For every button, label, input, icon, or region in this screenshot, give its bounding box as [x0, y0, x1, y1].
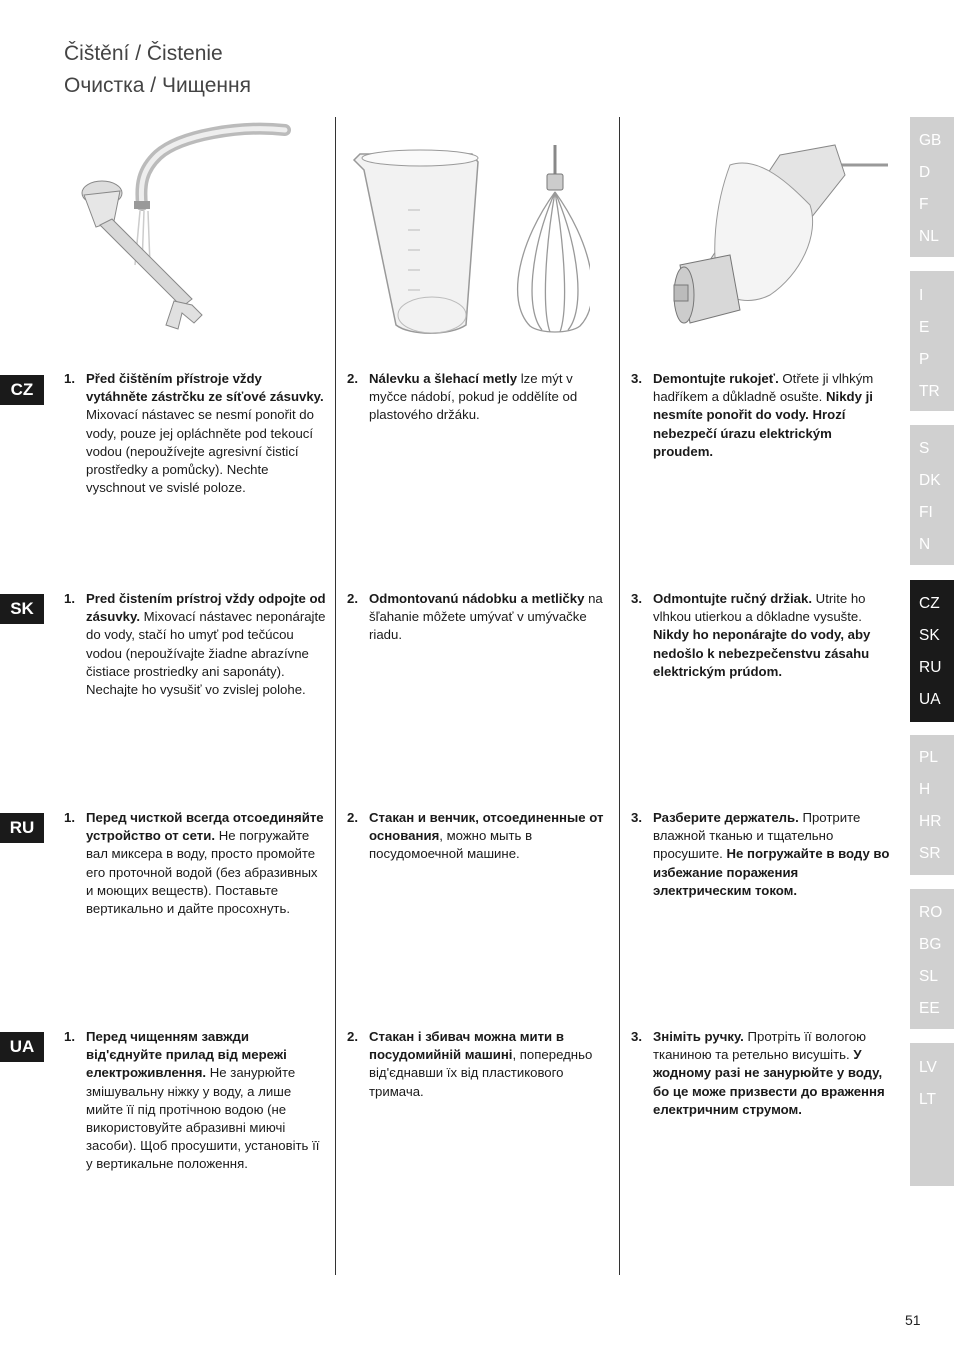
step-bold: Стакан и венчик, отсоединенные от основания [369, 810, 604, 844]
lang-tab-s[interactable]: S [919, 440, 930, 457]
step-ua-1 [64, 1028, 326, 1174]
step-text: Otřete ji vlhkým hadříkem a důkladně osušte. [653, 371, 874, 405]
step-number: 2. [347, 371, 358, 386]
step-text: , попередньо від'єднавши їх від пластикового тримача. [369, 1047, 593, 1099]
step-number: 3. [631, 371, 642, 386]
lang-tab-group-3[interactable] [910, 425, 954, 565]
lang-tab-d[interactable]: D [919, 164, 931, 181]
step-ua-3 [631, 1028, 893, 1119]
step-number: 1. [64, 810, 75, 825]
step-warning: Nikdy ji nesmíte ponořit do vody. Hrozí nebezpečí úrazu elektrickým proudem. [653, 389, 873, 459]
lang-box-ua: UA [0, 1032, 44, 1062]
step-bold: Před čištěním přístroje vždy vytáhněte zástrčku ze síťové zásuvky. [86, 371, 324, 405]
step-ru-3 [631, 809, 893, 900]
step-bold: Pred čistením prístroj vždy odpojte od zásuvky. [86, 591, 326, 625]
step-cz-1 [64, 370, 326, 497]
step-bold: Стакан і збивач можна мити в посудомийній машині [369, 1029, 564, 1063]
lang-tab-lt[interactable]: LT [919, 1091, 936, 1108]
step-number: 1. [64, 591, 75, 606]
lang-tab-ru[interactable]: RU [919, 659, 942, 676]
step-text: na šľahanie môžete umývať v umývačke riadu. [369, 591, 603, 643]
lang-tab-n[interactable]: N [919, 536, 931, 553]
lang-tab-group-2[interactable] [910, 271, 954, 411]
lang-tab-ua[interactable]: UA [919, 691, 941, 708]
lang-tab-ee[interactable]: EE [919, 1000, 940, 1017]
step-sk-2 [347, 590, 607, 645]
lang-tab-nl[interactable]: NL [919, 228, 939, 245]
step-text: lze mýt v myčce nádobí, pokud je oddělíte od plastového držáku. [369, 371, 578, 423]
step-number: 2. [347, 1029, 358, 1044]
step-number: 3. [631, 1029, 642, 1044]
step-bold: Перед чищенням завжди від'єднуйте прилад від мережі електроживлення. [86, 1029, 287, 1081]
lang-tab-bg[interactable]: BG [919, 936, 942, 953]
page-number: 51 [905, 1312, 921, 1328]
step-number: 3. [631, 591, 642, 606]
step-number: 1. [64, 1029, 75, 1044]
step-bold: Odmontujte ručný držiak. [653, 591, 813, 606]
lang-tab-e[interactable]: E [919, 319, 930, 336]
lang-tab-sl[interactable]: SL [919, 968, 938, 985]
lang-tab-i[interactable]: I [919, 287, 924, 304]
lang-tab-hr[interactable]: HR [919, 813, 942, 830]
step-number: 3. [631, 810, 642, 825]
handle-wiped-with-cloth-icon [660, 125, 895, 335]
step-sk-3 [631, 590, 893, 681]
step-ua-2 [347, 1028, 607, 1101]
lang-box-sk: SK [0, 594, 44, 624]
step-cz-3 [631, 370, 893, 461]
lang-tab-cz[interactable]: CZ [919, 595, 940, 612]
lang-tab-gb[interactable]: GB [919, 132, 942, 149]
lang-tab-group-1[interactable] [910, 117, 954, 257]
step-number: 2. [347, 810, 358, 825]
column-divider-1 [335, 117, 336, 1275]
lang-tab-group-6[interactable] [910, 889, 954, 1029]
lang-tab-pl[interactable]: PL [919, 749, 938, 766]
step-bold: Зніміть ручку. [653, 1029, 744, 1044]
step-text: Utrite ho vlhkou utierkou a dôkladne vysušte. [653, 591, 866, 625]
step-text: Не занурюйте змішувальну ніжку у воду, а лише мийте її під протічною водою (не використовуйте абразивні миючі засоби). Щоб просушити, установіть її у вертикальне положення. [86, 1065, 320, 1172]
step-text: Не погружайте вал миксера в воду, просто промойте его проточной водой (без абразивных и моющих веществ). Поставьте вертикально и дайте просохнуть. [86, 828, 318, 917]
lang-tab-fi[interactable]: FI [919, 504, 933, 521]
lang-tab-group-4-active[interactable] [910, 580, 954, 722]
lang-tab-p[interactable]: P [919, 351, 930, 368]
step-text: Mixovací nástavec se nesmí ponořit do vody, pouze jej opláchněte pod tekoucí vodou (nepoužívejte agresivní čisticí prostředky a pomůcky). Nechte vyschnout ve svislé poloze. [86, 407, 314, 496]
step-warning: У жодному разі не занурюйте у воду, бо це може призвести до враження електричним струмом. [653, 1047, 885, 1117]
lang-tab-group-7[interactable] [910, 1043, 954, 1186]
beaker-and-whisk-icon [350, 140, 590, 340]
step-warning: Nikdy ho neponárajte do vody, aby nedošlo k nebezpečenstvu zásahu elektrickým prúdom. [653, 627, 871, 679]
lang-tab-group-5[interactable] [910, 735, 954, 875]
lang-tab-sr[interactable]: SR [919, 845, 941, 862]
lang-tab-tr[interactable]: TR [919, 383, 940, 400]
step-sk-1 [64, 590, 326, 699]
step-bold: Nálevku a šlehací metly [369, 371, 518, 386]
step-text: Протріть її вологою тканиною та ретельно висушіть. [653, 1029, 867, 1063]
step-bold: Odmontovanú nádobku a metličky [369, 591, 585, 606]
step-text: Протрите влажной тканью и тщательно просушите. [653, 810, 861, 862]
page-subtitle: Очистка / Чищення [64, 74, 251, 97]
page-title: Čištění / Čistenie [64, 42, 223, 65]
step-ru-1 [64, 809, 326, 918]
blender-shaft-under-tap-icon [70, 115, 295, 345]
step-ru-2 [347, 809, 607, 864]
step-warning: Не погружайте в воду во избежание поражения электрическим током. [653, 846, 890, 898]
lang-tab-h[interactable]: H [919, 781, 931, 798]
step-bold: Перед чисткой всегда отсоединяйте устройство от сети. [86, 810, 324, 844]
lang-tab-sk[interactable]: SK [919, 627, 940, 644]
step-text: , можно мыть в посудомоечной машине. [369, 828, 533, 862]
lang-box-cz: CZ [0, 375, 44, 405]
lang-box-ru: RU [0, 813, 44, 843]
step-bold: Demontujte rukojeť. [653, 371, 779, 386]
step-number: 1. [64, 371, 75, 386]
lang-tab-ro[interactable]: RO [919, 904, 943, 921]
column-divider-2 [619, 117, 620, 1275]
step-bold: Разберите держатель. [653, 810, 799, 825]
lang-tab-dk[interactable]: DK [919, 472, 941, 489]
step-text: Mixovací nástavec neponárajte do vody, stačí ho umyť pod tečúcou vodou (nepoužívajte žiadne abrazívne čistiace prostriedky ani saponáty). Nechajte ho vysušiť vo zvislej polohe. [86, 609, 326, 698]
step-number: 2. [347, 591, 358, 606]
lang-tab-lv[interactable]: LV [919, 1059, 937, 1076]
lang-tab-f[interactable]: F [919, 196, 929, 213]
step-cz-2 [347, 370, 607, 425]
